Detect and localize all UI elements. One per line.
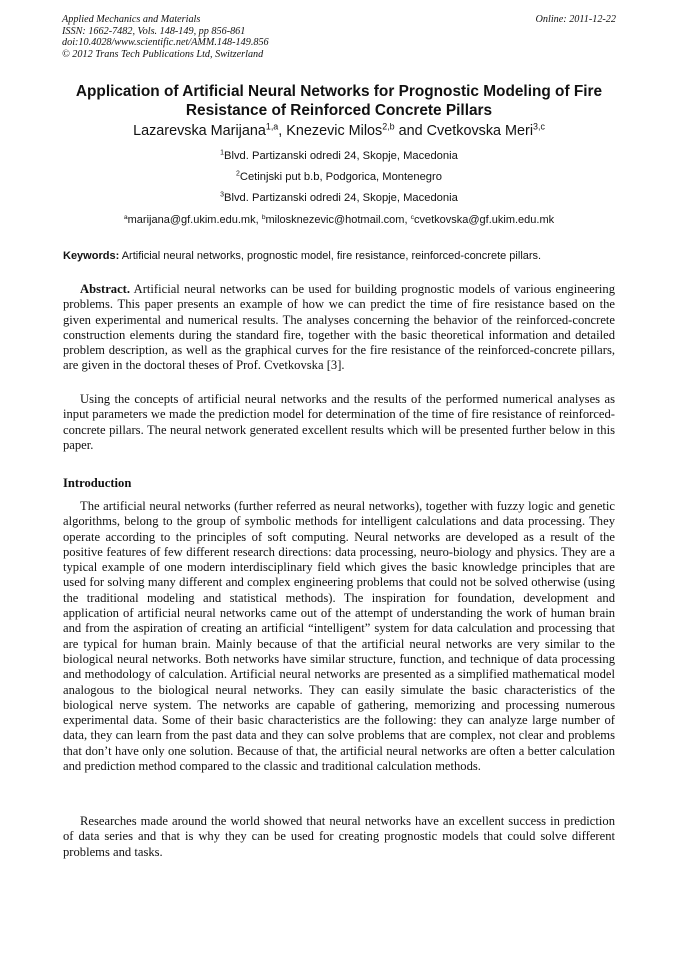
affiliation-mark: 3 xyxy=(220,191,225,199)
author-separator: , xyxy=(278,123,287,139)
affiliation-text: Blvd. Partizanski odredi 24, Skopje, Macedonia xyxy=(224,192,458,204)
introduction-paragraph-2: Researches made around the world showed that neural networks have an excellent success in prediction of data series and that is why they can be used for creating prognostic models that could solve different problems and tasks. xyxy=(63,814,615,859)
author-list xyxy=(40,122,638,140)
journal-header xyxy=(62,14,616,60)
email-mark: b xyxy=(261,213,266,221)
abstract-label: Abstract. xyxy=(80,282,131,296)
affiliation xyxy=(40,149,638,163)
email-list xyxy=(30,213,648,227)
author-name: Knezevic Milos xyxy=(286,123,383,139)
abstract-paragraph xyxy=(63,282,615,374)
keywords-label: Keywords: xyxy=(63,250,120,262)
section-heading-introduction: Introduction xyxy=(63,476,132,490)
affiliation xyxy=(40,170,638,184)
affiliation-mark: 1 xyxy=(220,149,225,157)
copyright-line: © 2012 Trans Tech Publications Ltd, Switzerland xyxy=(62,48,264,60)
author-name: Cvetkovska Meri xyxy=(426,123,534,139)
author-separator: and xyxy=(394,123,427,139)
email-address: cvetkovska@gf.ukim.edu.mk xyxy=(413,214,555,226)
abstract-text: Artificial neural networks can be used for building prognostic models of various engineering problems. This paper presents an example of how we can predict the time of fire resistance based on the given experimental and numerical results. The analyses concerning the behavior of the reinforced-concrete construction elements during the standard fire, together with the basic theoretical information and detailed problem description, as well as the graphical curves for the fire resistance of the reinforced-concrete pillars, are given in the doctoral theses of Prof. Cvetkovska [3]. xyxy=(63,282,615,373)
email-separator: , xyxy=(404,214,411,226)
paper-title: Application of Artificial Neural Networks for Prognostic Modeling of Fire Resistance of Reinforced Concrete Pillars xyxy=(75,83,603,119)
affiliation-mark: 2 xyxy=(236,170,240,178)
keywords-line xyxy=(63,249,623,263)
author-name: Lazarevska Marijana xyxy=(133,123,266,139)
author-affiliation-mark: 2,b xyxy=(382,121,395,132)
email-separator: , xyxy=(255,214,262,226)
email-address: marijana@gf.ukim.edu.mk xyxy=(127,214,256,226)
issn-line: ISSN: 1662-7482, Vols. 148-149, pp 856-861 xyxy=(62,25,246,37)
author-affiliation-mark: 3,c xyxy=(533,121,545,132)
email-mark: a xyxy=(123,213,128,221)
email-mark: c xyxy=(410,213,414,221)
keywords-text: Artificial neural networks, prognostic model, fire resistance, reinforced-concrete pillars. xyxy=(119,250,542,262)
introduction-paragraph: The artificial neural networks (further referred as neural networks), together with fuzzy logic and genetic algorithms, belong to the group of symbolic methods for intelligent calculations and data processing. They operate according to the principles of soft computing. Neural networks are developed as a result of the positive features of few different research directions: data processing, neuro-biology and physics. They are a typical example of one modern interdisciplinary field which gives the basic knowledge principles that are used for solving many different and complex engineering problems that could not be solved otherwise (using the traditional modeling and statistical methods). The inspiration for foundation, development and application of artificial neural networks came out of the attempt of understanding the work of human brain and from the aspiration of creating an artificial “intelligent” system for data calculation and processing that are typical for human brain. Mainly because of that the artificial neural networks are very similar to the biological neural networks. Both networks have similar structure, function, and technique of data processing and methodology of calculation. Artificial neural networks are presented as a simplified mathematical model analogous to the biological neural networks. They can easily simulate the basic characteristics of the biological nerve system. The networks are capable of gathering, memorizing and processing numerous experimental data. Some of their basic characteristics are the following: they can analyze large number of data, they can learn from the past data and they can solve problems that are complex, not clear and problems that don’t have only one solution. Because of that, the artificial neural networks are often a better calculation and prediction method compared to the classic and traditional calculation methods. xyxy=(63,499,615,774)
journal-name: Applied Mechanics and Materials xyxy=(62,14,201,25)
online-date: Online: 2011-12-22 xyxy=(535,14,616,25)
affiliation xyxy=(40,191,638,205)
author-affiliation-mark: 1,a xyxy=(265,121,279,132)
doi-line: doi:10.4028/www.scientific.net/AMM.148-149.856 xyxy=(62,37,269,49)
abstract-paragraph-2: Using the concepts of artificial neural networks and the results of the performed numerical analyses as input parameters we made the prediction model for determination of the time of fire resistance of reinforced-concrete pillars. The neural network generated excellent results which will be presented further below in this paper. xyxy=(63,392,615,452)
affiliation-text: Blvd. Partizanski odredi 24, Skopje, Macedonia xyxy=(224,150,458,162)
email-address: milosknezevic@hotmail.com xyxy=(265,214,405,226)
affiliation-text: Cetinjski put b.b, Podgorica, Montenegro xyxy=(239,171,442,183)
